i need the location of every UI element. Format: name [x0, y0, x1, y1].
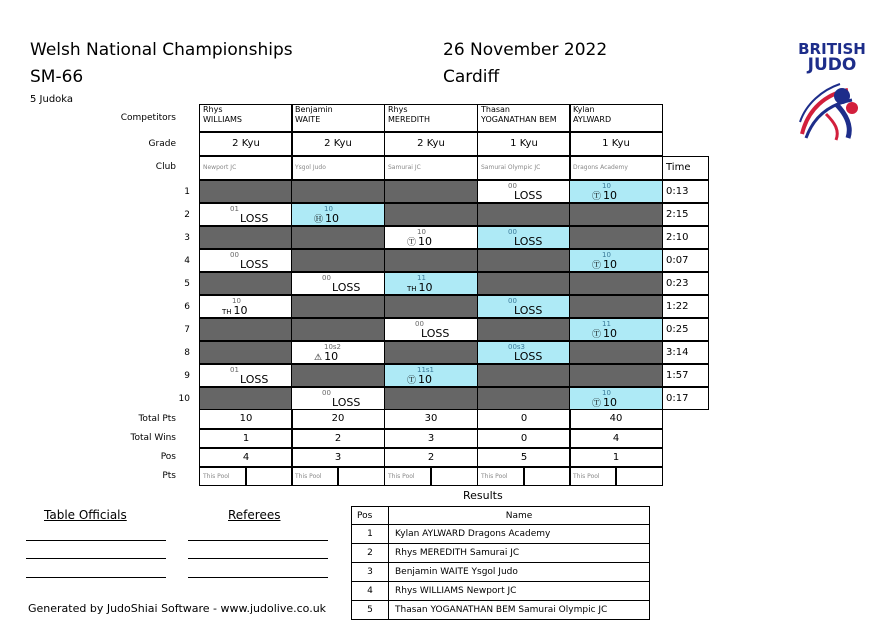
- contest-result: LOSS: [514, 235, 543, 248]
- contest-time: 0:25: [662, 318, 709, 341]
- contest-cell: [384, 341, 478, 364]
- contest-result: LOSS: [514, 350, 543, 363]
- contest-cell: [384, 180, 478, 203]
- club-cell: Newport JC: [199, 156, 293, 180]
- competitor-first-name: Rhys: [203, 105, 223, 114]
- contest-score: 10s2: [324, 343, 342, 351]
- contest-score: 00: [322, 389, 331, 397]
- total-wins-cell: 0: [477, 429, 571, 448]
- results-pos: 5: [352, 601, 389, 620]
- competitor-first-name: Kylan: [573, 105, 595, 114]
- contest-result: LOSS: [240, 373, 269, 386]
- contest-result: LOSS: [332, 396, 361, 409]
- contest-cell: [291, 364, 385, 387]
- label-club: Club: [155, 162, 176, 172]
- contest-result: 10: [603, 327, 618, 340]
- contest-cell: [384, 272, 478, 295]
- contest-result: 10: [418, 281, 433, 294]
- pts-blank-cell: [524, 467, 571, 486]
- judoka-emblem-icon: [796, 74, 868, 144]
- contest-cell: [199, 318, 293, 341]
- referee-line: [188, 558, 328, 559]
- contest-cell: [569, 364, 663, 387]
- contest-number: 2: [184, 210, 190, 220]
- contest-result: LOSS: [332, 281, 361, 294]
- results-pos: 4: [352, 582, 389, 601]
- contest-score: 00: [508, 182, 517, 190]
- contest-number: 3: [184, 233, 190, 243]
- results-name: Kylan AYLWARD Dragons Academy: [389, 525, 650, 544]
- contest-cell: [569, 180, 663, 203]
- contest-time: 3:14: [662, 341, 709, 364]
- pts-cell: This Pool: [569, 467, 616, 486]
- event-title: Welsh National Championships: [30, 40, 293, 60]
- pos-cell: 3: [291, 448, 385, 467]
- contest-result: LOSS: [240, 258, 269, 271]
- grade-cell: 2 Kyu: [384, 132, 478, 156]
- club-cell: Samurai JC: [384, 156, 478, 180]
- competitor-cell: [477, 104, 571, 132]
- competitor-last-name: WAITE: [295, 115, 321, 124]
- results-row: [352, 544, 650, 563]
- ippon-icon: Ⓣ: [592, 192, 602, 202]
- ippon-icon: Ⓣ: [592, 261, 602, 271]
- contest-result: 10: [324, 350, 339, 363]
- contest-result: LOSS: [421, 327, 450, 340]
- total-pts-cell: 20: [291, 409, 385, 429]
- contest-time: 1:57: [662, 364, 709, 387]
- contest-cell: [384, 226, 478, 249]
- contest-score: 10: [602, 182, 611, 190]
- contest-score: 00: [230, 251, 239, 259]
- contest-number: 5: [184, 279, 190, 289]
- contest-number: 1: [184, 187, 190, 197]
- results-table: [351, 506, 650, 620]
- event-date: 26 November 2022: [443, 40, 608, 60]
- results-row: [352, 563, 650, 582]
- competitor-cell: [384, 104, 478, 132]
- warning-icon: ⚠: [314, 353, 323, 363]
- competitor-first-name: Benjamin: [295, 105, 333, 114]
- contest-time: 1:22: [662, 295, 709, 318]
- contest-cell: [569, 272, 663, 295]
- category-title: SM-66: [30, 67, 84, 87]
- contest-cell: [291, 295, 385, 318]
- official-line: [26, 558, 166, 559]
- competitor-last-name: AYLWARD: [573, 115, 612, 124]
- contest-cell: [569, 341, 663, 364]
- contest-cell: [477, 341, 571, 364]
- judoka-count: 5 Judoka: [30, 94, 74, 105]
- official-line: [26, 540, 166, 541]
- contest-score: 11: [417, 274, 426, 282]
- competitor-first-name: Thasan: [481, 105, 510, 114]
- contest-result: LOSS: [514, 189, 543, 202]
- contest-cell: [477, 387, 571, 410]
- pos-cell: 2: [384, 448, 478, 467]
- pts-blank-cell: [338, 467, 385, 486]
- referee-line: [188, 540, 328, 541]
- hansoku-icon: Ⓗ: [314, 215, 324, 225]
- contest-cell: [569, 249, 663, 272]
- competitor-cell: [569, 104, 663, 132]
- contest-number: 4: [184, 256, 190, 266]
- contest-cell: [291, 387, 385, 410]
- contest-time: 2:10: [662, 226, 709, 249]
- logo-line2: JUDO: [807, 55, 857, 75]
- contest-cell: [384, 249, 478, 272]
- contest-cell: [199, 226, 293, 249]
- results-title: Results: [463, 489, 503, 502]
- results-row: [352, 601, 650, 620]
- referees-label: Referees: [228, 508, 281, 522]
- ippon-icon: Ⓣ: [407, 238, 417, 248]
- contest-score: 10: [417, 228, 426, 236]
- contest-result: LOSS: [514, 304, 543, 317]
- ippon-icon: Ⓣ: [592, 330, 602, 340]
- club-cell: Samurai Olympic JC: [477, 156, 571, 180]
- results-row: [352, 525, 650, 544]
- total-pts-cell: 0: [477, 409, 571, 429]
- contest-time: 2:15: [662, 203, 709, 226]
- contest-score: 10: [602, 389, 611, 397]
- contest-result: 10: [418, 235, 433, 248]
- pos-cell: 4: [199, 448, 293, 467]
- contest-time: 0:17: [662, 387, 709, 410]
- contest-cell: [199, 203, 293, 226]
- contest-cell: [199, 295, 293, 318]
- contest-cell: [291, 226, 385, 249]
- footer-credit: Generated by JudoShiai Software - www.judolive.co.uk: [28, 602, 327, 615]
- contest-score: 01: [230, 205, 239, 213]
- club-cell: Dragons Academy: [569, 156, 663, 180]
- pts-cell: This Pool: [477, 467, 524, 486]
- contest-result: 10: [603, 258, 618, 271]
- contest-cell: [291, 203, 385, 226]
- contest-cell: [477, 272, 571, 295]
- competitor-cell: [291, 104, 385, 132]
- contest-number: 10: [178, 394, 190, 404]
- contest-number: 6: [184, 302, 190, 312]
- contest-cell: [199, 249, 293, 272]
- hantei-icon: TH: [222, 308, 232, 316]
- contest-result: 10: [418, 373, 433, 386]
- ippon-icon: Ⓣ: [592, 399, 602, 409]
- contest-number: 8: [184, 348, 190, 358]
- hantei-icon: TH: [407, 285, 417, 293]
- contest-result: 10: [325, 212, 340, 225]
- total-pts-cell: 40: [569, 409, 663, 429]
- label-grade: Grade: [148, 139, 176, 149]
- contest-cell: [199, 341, 293, 364]
- official-line: [26, 577, 166, 578]
- pts-cell: This Pool: [199, 467, 246, 486]
- competitor-cell: [199, 104, 293, 132]
- results-name-header: Name: [389, 507, 650, 525]
- contest-result: 10: [603, 189, 618, 202]
- results-name: Thasan YOGANATHAN BEM Samurai Olympic JC: [389, 601, 650, 620]
- contest-score: 00: [508, 228, 517, 236]
- grade-cell: 1 Kyu: [477, 132, 571, 156]
- contest-cell: [569, 318, 663, 341]
- contest-time: 0:23: [662, 272, 709, 295]
- competitor-last-name: YOGANATHAN BEM: [481, 115, 557, 124]
- contest-cell: [384, 295, 478, 318]
- contest-cell: [291, 249, 385, 272]
- contest-score: 00s3: [508, 343, 526, 351]
- total-wins-cell: 2: [291, 429, 385, 448]
- contest-time: 0:13: [662, 180, 709, 203]
- total-wins-cell: 3: [384, 429, 478, 448]
- referee-line: [188, 577, 328, 578]
- contest-score: 10: [232, 297, 241, 305]
- competitor-last-name: MEREDITH: [388, 115, 430, 124]
- contest-cell: [569, 387, 663, 410]
- total-pts-cell: 10: [199, 409, 293, 429]
- grade-cell: 2 Kyu: [291, 132, 385, 156]
- contest-score: 01: [230, 366, 239, 374]
- total-wins-cell: 1: [199, 429, 293, 448]
- contest-time: 0:07: [662, 249, 709, 272]
- contest-number: 7: [184, 325, 190, 335]
- grade-cell: 2 Kyu: [199, 132, 293, 156]
- contest-cell: [569, 226, 663, 249]
- results-pos: 2: [352, 544, 389, 563]
- contest-cell: [477, 226, 571, 249]
- competitor-last-name: WILLIAMS: [203, 115, 242, 124]
- contest-cell: [199, 272, 293, 295]
- contest-score: 11: [602, 320, 611, 328]
- contest-cell: [199, 387, 293, 410]
- pts-blank-cell: [616, 467, 663, 486]
- contest-score: 11s1: [417, 366, 435, 374]
- results-pos: 1: [352, 525, 389, 544]
- label-pos: Pos: [160, 452, 176, 462]
- contest-cell: [477, 203, 571, 226]
- contest-cell: [199, 180, 293, 203]
- contest-cell: [291, 341, 385, 364]
- pos-cell: 1: [569, 448, 663, 467]
- contest-cell: [477, 318, 571, 341]
- contest-cell: [291, 272, 385, 295]
- ippon-icon: Ⓣ: [407, 376, 417, 386]
- pos-cell: 5: [477, 448, 571, 467]
- contest-cell: [384, 364, 478, 387]
- pts-blank-cell: [431, 467, 478, 486]
- contest-result: 10: [233, 304, 248, 317]
- results-pos-header: Pos: [352, 507, 389, 525]
- contest-cell: [477, 295, 571, 318]
- contest-cell: [477, 180, 571, 203]
- logo-line1: BRITISH: [798, 40, 866, 58]
- label-competitors: Competitors: [120, 113, 176, 123]
- event-venue: Cardiff: [443, 67, 500, 87]
- contest-cell: [199, 364, 293, 387]
- contest-result: LOSS: [240, 212, 269, 225]
- contest-number: 9: [184, 371, 190, 381]
- contest-cell: [384, 203, 478, 226]
- pts-cell: This Pool: [384, 467, 431, 486]
- contest-cell: [384, 387, 478, 410]
- contest-cell: [291, 318, 385, 341]
- results-name: Benjamin WAITE Ysgol Judo: [389, 563, 650, 582]
- competitor-first-name: Rhys: [388, 105, 408, 114]
- contest-score: 00: [322, 274, 331, 282]
- time-header: Time: [662, 156, 709, 180]
- table-officials-label: Table Officials: [44, 508, 127, 522]
- grade-cell: 1 Kyu: [569, 132, 663, 156]
- results-pos: 3: [352, 563, 389, 582]
- contest-cell: [477, 249, 571, 272]
- results-row: [352, 582, 650, 601]
- contest-cell: [291, 180, 385, 203]
- contest-score: 10: [602, 251, 611, 259]
- contest-cell: [569, 203, 663, 226]
- pts-blank-cell: [246, 467, 293, 486]
- pts-cell: This Pool: [291, 467, 338, 486]
- total-pts-cell: 30: [384, 409, 478, 429]
- results-name: Rhys MEREDITH Samurai JC: [389, 544, 650, 563]
- contest-cell: [477, 364, 571, 387]
- total-wins-cell: 4: [569, 429, 663, 448]
- contest-result: 10: [603, 396, 618, 409]
- british-judo-logo: [796, 42, 868, 148]
- contest-cell: [384, 318, 478, 341]
- contest-cell: [569, 295, 663, 318]
- label-total-pts: Total Pts: [138, 414, 176, 424]
- results-name: Rhys WILLIAMS Newport JC: [389, 582, 650, 601]
- label-pts: Pts: [162, 471, 176, 481]
- contest-score: 00: [508, 297, 517, 305]
- contest-score: 00: [415, 320, 424, 328]
- contest-score: 10: [324, 205, 333, 213]
- label-total-wins: Total Wins: [130, 433, 176, 443]
- club-cell: Ysgol Judo: [291, 156, 385, 180]
